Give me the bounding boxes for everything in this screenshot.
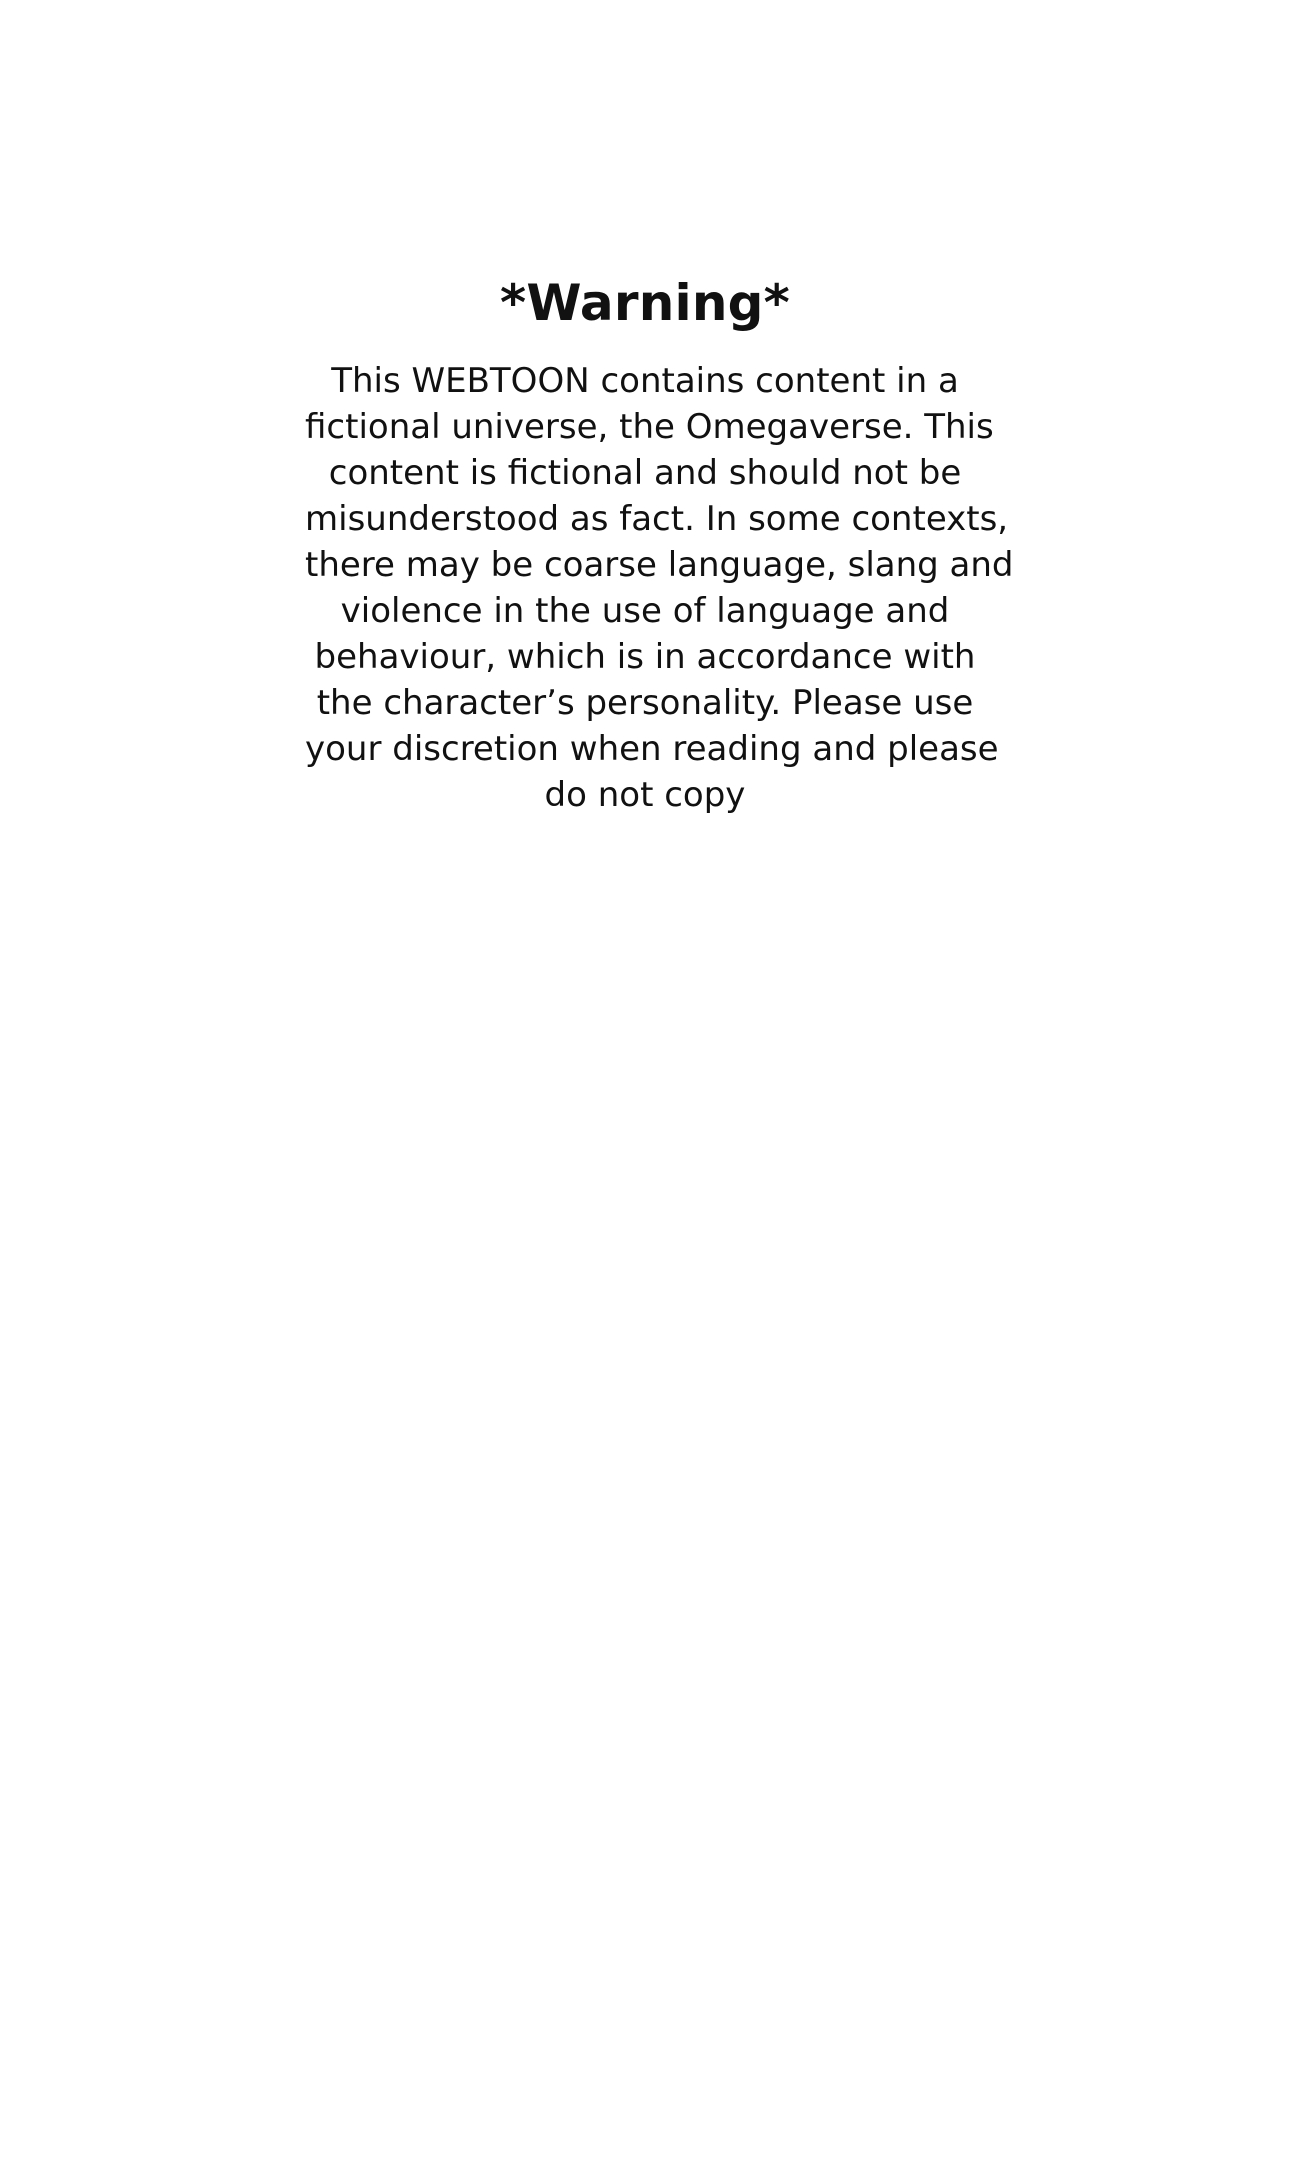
warning-body-line: fictional universe, the Omegaverse. This bbox=[305, 407, 994, 447]
warning-body-line: content is fictional and should not be bbox=[328, 453, 962, 493]
warning-body-line: violence in the use of language and bbox=[340, 591, 950, 631]
warning-body-line: behaviour, which is in accordance with bbox=[314, 637, 976, 677]
warning-notice bbox=[305, 270, 1014, 818]
warning-body-line: there may be coarse language, slang and bbox=[305, 545, 1014, 585]
warning-body-line: This WEBTOON contains content in a bbox=[331, 361, 959, 401]
warning-body-line: misunderstood as fact. In some contexts, bbox=[305, 499, 1009, 539]
warning-body-line: the character’s personality. Please use bbox=[316, 683, 974, 723]
warning-body-line: do not copy bbox=[544, 775, 746, 815]
warning-body-line: your discretion when reading and please bbox=[305, 729, 999, 769]
warning-title: *Warning* bbox=[500, 274, 790, 332]
warning-body bbox=[305, 358, 1014, 818]
